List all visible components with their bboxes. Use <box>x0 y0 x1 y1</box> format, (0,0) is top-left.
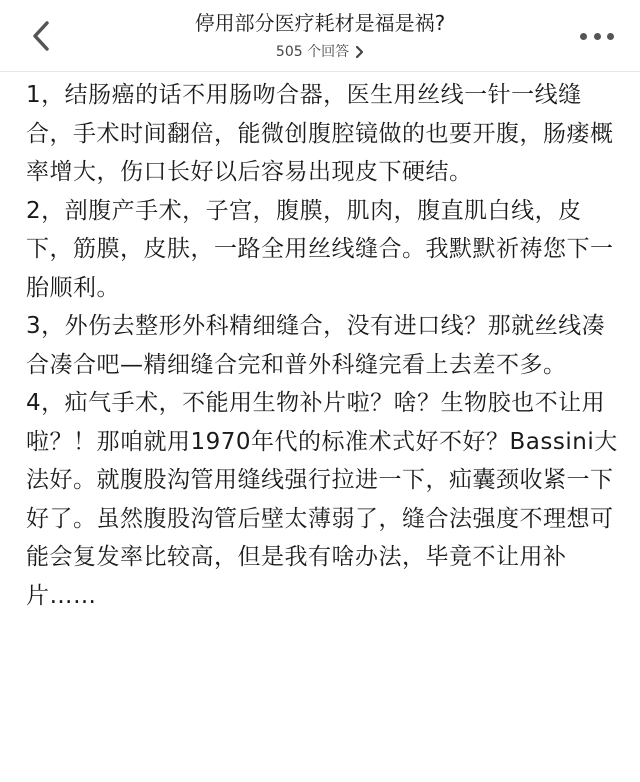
answer-paragraph: 3，外伤去整形外科精细缝合，没有进口线？那就丝线凑合凑合吧—精细缝合完和普外科缝完看上去差不多。 <box>26 313 606 378</box>
more-dots-icon <box>580 33 587 40</box>
question-title: 停用部分医疗耗材是福是祸? <box>194 11 446 35</box>
more-button[interactable] <box>580 28 614 44</box>
more-dots-icon <box>594 33 601 40</box>
answer-count-link[interactable] <box>276 40 364 64</box>
more-dots-icon <box>607 33 614 40</box>
chevron-right-icon <box>355 45 364 59</box>
top-bar <box>0 0 640 72</box>
answer-paragraph: 4，疝气手术，不能用生物补片啦？啥？生物胶也不让用啦？！那咱就用1970年代的标准术式好不好？Bassini大法好。就腹股沟管用缝线强行拉进一下，疝囊颈收紧一下好了。虽然腹股沟管后壁太薄弱了，缝合法强度不理想可能会复发率比较高，但是我有啥办法，毕竟不让用补片…… <box>26 390 618 609</box>
answer-paragraph: 1，结肠癌的话不用肠吻合器，医生用丝线一针一线缝合，手术时间翻倍，能微创腹腔镜做的也要开腹，肠瘘概率增大，伤口长好以后容易出现皮下硬结。 <box>26 82 614 185</box>
chevron-left-icon <box>31 20 51 52</box>
answer-paragraph: 2，剖腹产手术，子宫，腹膜，肌肉，腹直肌白线，皮下，筋膜，皮肤，一路全用丝线缝合。我默默祈祷您下一胎顺利。 <box>26 197 614 301</box>
answer-body <box>26 76 618 615</box>
back-button[interactable] <box>26 19 56 53</box>
answer-count: 505 个回答 <box>275 44 350 60</box>
header-title-area <box>90 8 550 64</box>
